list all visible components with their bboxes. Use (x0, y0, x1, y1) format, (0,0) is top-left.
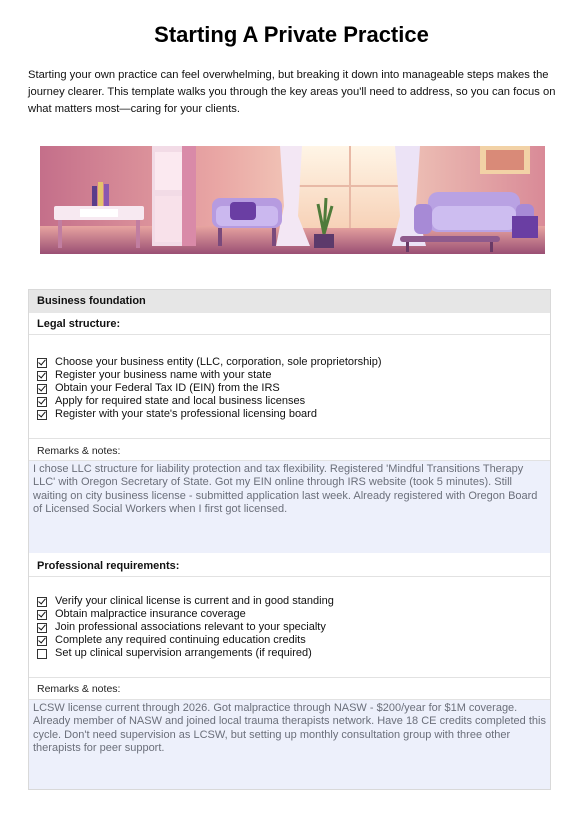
remarks-label: Remarks & notes: (37, 683, 121, 695)
checklist-item[interactable]: Verify your clinical license is current and in good standing (37, 595, 542, 608)
checklist-item[interactable]: Register your business name with your state (37, 369, 542, 382)
living-room-illustration (40, 146, 545, 254)
checklist-item[interactable]: Register with your state's professional licensing board (37, 408, 542, 421)
checklist-item[interactable]: Choose your business entity (LLC, corporation, sole proprietorship) (37, 356, 542, 369)
professional-requirements-heading: Professional requirements: (29, 555, 550, 577)
checkbox-checked[interactable] (37, 397, 47, 407)
legal-notes-field[interactable]: I chose LLC structure for liability protection and tax flexibility. Registered 'Mindful Transitions Therapy LLC' with Oregon Secretary of State. Got my EIN online through IRS website (took 5 minutes). Still waiting on city business license - submitted application last week. Already registered with Oregon Board of Licensed Social Workers when I first got licensed. (29, 461, 550, 553)
intro-paragraph: Starting your own practice can feel overwhelming, but breaking it down into manageable steps makes the journey clearer. This template walks you through the key areas you'll need to address, so you can focus on what matters most—caring for your clients. (28, 69, 556, 115)
checkbox-checked[interactable] (37, 610, 47, 620)
checklist-item[interactable]: Obtain malpractice insurance coverage (37, 608, 542, 621)
checkbox-checked[interactable] (37, 384, 47, 394)
checkbox-checked[interactable] (37, 597, 47, 607)
page-title: Starting A Private Practice (154, 22, 429, 47)
checkbox-checked[interactable] (37, 636, 47, 646)
professional-checklist (37, 595, 542, 660)
checklist-item[interactable]: Set up clinical supervision arrangements (if required) (37, 647, 542, 660)
checklist-item[interactable]: Obtain your Federal Tax ID (EIN) from the IRS (37, 382, 542, 395)
hero-illustration (40, 146, 545, 254)
checklist-item[interactable]: Apply for required state and local business licenses (37, 395, 542, 408)
checkbox-unchecked[interactable] (37, 649, 47, 659)
checkbox-checked[interactable] (37, 358, 47, 368)
section-header-business-foundation: Business foundation (29, 290, 550, 313)
business-foundation-form (28, 289, 551, 790)
checkbox-checked[interactable] (37, 623, 47, 633)
checkbox-checked[interactable] (37, 410, 47, 420)
checklist-item[interactable]: Join professional associations relevant to your specialty (37, 621, 542, 634)
remarks-label: Remarks & notes: (37, 445, 121, 457)
legal-structure-heading: Legal structure: (29, 313, 550, 335)
professional-notes-field[interactable]: LCSW license current through 2026. Got malpractice through NASW - $200/year for $1M coverage. Already member of NASW and joined local trauma therapists network. Have 18 CE credits completed this cycle. Don't need supervision as LCSW, but setting up monthly consultation group with three other therapists for peer support. (29, 700, 550, 789)
legal-checklist (37, 356, 542, 421)
checkbox-checked[interactable] (37, 371, 47, 381)
divider (29, 438, 550, 439)
divider (29, 677, 550, 678)
checklist-item[interactable]: Complete any required continuing education credits (37, 634, 542, 647)
